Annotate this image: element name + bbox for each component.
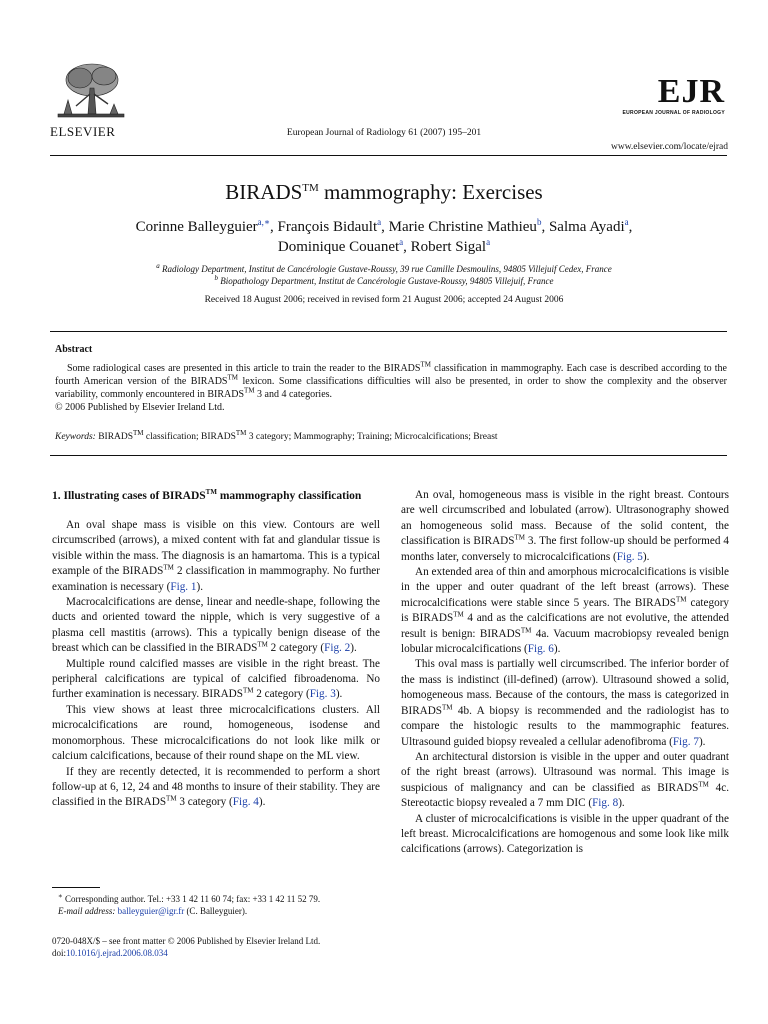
header-rule (50, 155, 727, 156)
abstract-bottom-rule (50, 455, 727, 456)
journal-reference: European Journal of Radiology 61 (2007) 195–201 (286, 128, 482, 138)
fig-link[interactable]: Fig. 2 (324, 642, 351, 655)
fig-link[interactable]: Fig. 8 (592, 797, 619, 810)
body-paragraph: An oval, homogeneous mass is visible in the right breast. Contours are well circumscribed and lobulated (arrow). Ultrasonography showed an homogeneous solid mass. Because of the solid content, the classification is BIRADS™ 3. The first follow-up should be performed 4 months later, conversely to microcalcifications (Fig. 5). (401, 489, 729, 563)
body-paragraph: An extended area of thin and amorphous microcalcifications is visible in the upper and outer quadrant of the left breast (arrows). These microcalcifications were stable since 5 years. The BIRADS™ category is BIRADS™ 4 and as the calcifications are not evolutive, the attended result is benign: BIRADS™ 4a. Vacuum macrobiopsy revealed benign lobular microcalcifications (Fig. 6). (401, 566, 730, 656)
author: Dominique Couanet$^a$, (277, 237, 411, 255)
author: Corinne Balleyguier$^{a,∗}$, (135, 217, 278, 235)
author-email: E-mail address: balleyguier@igr.fr (C. Balleyguier). (58, 906, 248, 916)
abstract-body (55, 362, 727, 414)
author: Marie Christine Mathieu$^b$, (388, 217, 549, 235)
article-title: BIRADS™ mammography: Exercises (225, 180, 543, 204)
author: François Bidault$^a$, (277, 217, 389, 235)
abstract-top-rule (50, 331, 727, 332)
fig-link[interactable]: Fig. 6 (527, 643, 554, 656)
email-link[interactable]: balleyguier@igr.fr (117, 906, 185, 916)
fig-link[interactable]: Fig. 1 (170, 580, 197, 593)
fig-link[interactable]: Fig. 3 (309, 688, 336, 701)
body-left-column (52, 488, 380, 811)
doi-link[interactable]: 10.1016/j.ejrad.2006.08.034 (66, 948, 168, 958)
section-heading: 1. Illustrating cases of BIRADS™ mammography classification (52, 488, 362, 502)
affiliation: $^a$ Radiology Department, Institut de Cancérologie Gustave-Roussy, 39 rue Camille Desmoulins, 94805 Villejuif Cedex, France (156, 262, 612, 274)
body-paragraph: An oval shape mass is visible on this view. Contours are well circumscribed (arrows), a mixed content with fat and glandular tissue is visible within the mass. The diagnosis is an hamartoma. This is a typical example of the BIRADS™ 2 classification in mammography. No further examination is necessary (Fig. 1). (52, 519, 380, 593)
article-dates: Received 18 August 2006; received in revised form 21 August 2006; accepted 24 August 2006 (204, 295, 564, 305)
corresponding-author: ∗ Corresponding author. Tel.: +33 1 42 11 60 74; fax: +33 1 42 11 52 79. (58, 892, 321, 904)
author-list (80, 217, 688, 257)
footnote (58, 893, 378, 917)
front-matter (52, 935, 382, 959)
fig-link[interactable]: Fig. 7 (672, 735, 699, 748)
issn-line: 0720-048X/$ – see front matter © 2006 Published by Elsevier Ireland Ltd. (52, 936, 321, 946)
author: Robert Sigal$^a$ (410, 237, 491, 255)
affiliation: $^b$ Biopathology Department, Institut de Cancérologie Gustave-Roussy, 94805 Villejuif, France (214, 274, 554, 286)
keywords: Keywords: BIRADS™ classification; BIRADS™ 3 category; Mammography; Training; Microcalcifications; Breast (55, 428, 498, 442)
doi-line: doi:10.1016/j.ejrad.2006.08.034 (52, 948, 168, 958)
journal-url[interactable]: www.elsevier.com/locate/ejrad (610, 142, 728, 152)
author: Salma Ayadi$^a$, (548, 217, 633, 235)
body-paragraph: An architectural distorsion is visible in the upper and outer quadrant of the right breast (arrows). Ultrasound was normal. This image is suspicious of malignancy and can be classified as BIRADS™ 4c. Stereotactic biopsy revealed a 7 mm DIC (Fig. 8). (401, 750, 729, 810)
fig-link[interactable]: Fig. 5 (616, 550, 643, 563)
ejr-logo-title: EJR (657, 73, 725, 110)
abstract-paragraph: Some radiological cases are presented in this article to train the reader to the BIRADS™ classification in mammography. Each case is described according to the fourth American version of the BIRADS™ lexicon. Some classifications difficulties will also be presented, in order to show the complexity and the observer variability, commonly encountered in BIRADS™ 3 and 4 categories. (55, 360, 727, 400)
publisher-name: ELSEVIER (50, 124, 116, 139)
fig-link[interactable]: Fig. 4 (232, 796, 259, 809)
body-paragraph: Macrocalcifications are dense, linear and needle-shape, following the ducts and oriented toward the nipple, which is very suggestive of a plasma cell mastitis (arrows). This a typically benign disease of the breast which can be classified in the BIRADS™ 2 category (Fig. 2). (52, 596, 380, 655)
abstract-heading: Abstract (55, 344, 93, 355)
body-paragraph: If they are recently detected, it is recommended to perform a short follow-up at 6, 12, 24 and 48 months to insure of their stability. They are classified in the BIRADS™ 3 category (Fig. 4). (52, 765, 380, 809)
body-right-column (401, 488, 729, 858)
affiliations (50, 263, 718, 287)
ejr-logo-subtitle: EUROPEAN JOURNAL OF RADIOLOGY (622, 110, 725, 116)
body-paragraph: This view shows at least three microcalcifications clusters. All microcalcifications are round, homogeneous, isodense and monomorphous. These microcalcifications do not look like milk or calcium calcifications, because of their round shape on the ML view. (52, 703, 380, 763)
body-paragraph: Multiple round calcified masses are visible in the right breast. The peripheral calcifications are typical of calcified fibroadenoma. No further examination is necessary. BIRADS™ 2 category (Fig. 3). (52, 657, 380, 701)
footnote-rule (52, 887, 100, 888)
abstract-copyright: © 2006 Published by Elsevier Ireland Ltd. (55, 402, 225, 413)
ejr-logo (600, 75, 725, 116)
body-paragraph: This oval mass is partially well circumscribed. The inferior border of the mass is indistinct (ill-defined) (arrow). Ultrasound showed a solid, homogeneous mass. Because of the contours, the mass is categorized in BIRADS™ 4b. A biopsy is recommended and the radiologist has to compare the histologic results to the mammographic features. Ultrasound guided biopsy revealed a cellular adenofibroma (Fig. 7). (401, 658, 729, 748)
body-paragraph: A cluster of microcalcifications is visible in the upper quadrant of the left breast. Microcalcifications are homogenous and some look like milk calcifications (arrows). Categorization is (401, 812, 729, 856)
